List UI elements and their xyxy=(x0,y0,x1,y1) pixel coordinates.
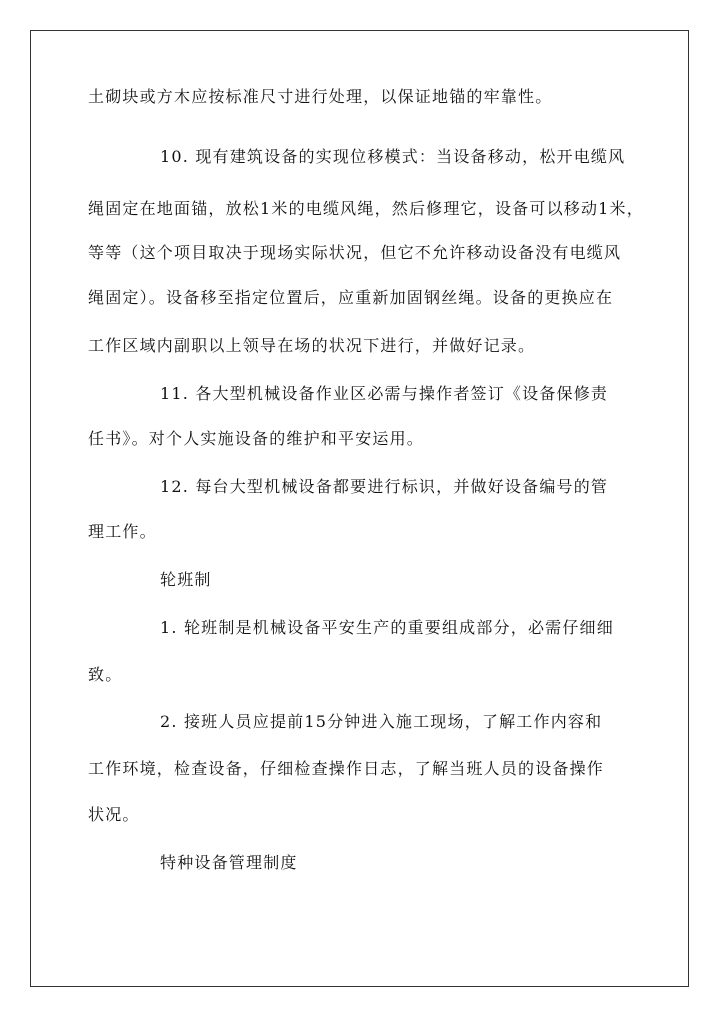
paragraph-line: 土砌块或方木应按标准尺寸进行处理，以保证地锚的牢靠性。 xyxy=(88,87,553,106)
paragraph-line: 绳固定在地面锚，放松1米的电缆风绳，然后修理它，设备可以移动1米， xyxy=(88,199,644,218)
section-heading: 特种设备管理制度 xyxy=(160,853,298,872)
paragraph-line: 1. 轮班制是机械设备平安生产的重要组成部分，必需仔细细 xyxy=(160,618,614,637)
paragraph-line: 任书》。对个人实施设备的维护和平安运用。 xyxy=(88,429,425,448)
paragraph-line: 2. 接班人员应提前15分钟进入施工现场，了解工作内容和 xyxy=(160,712,603,731)
paragraph-line: 等等（这个项目取决于现场实际状况，但它不允许移动设备没有电缆风 xyxy=(88,243,622,262)
page-border xyxy=(30,30,689,987)
paragraph-line: 工作区域内副职以上领导在场的状况下进行，并做好记录。 xyxy=(88,336,536,355)
paragraph-line: 11. 各大型机械设备作业区必需与操作者签订《设备保修责 xyxy=(160,384,609,403)
paragraph-line: 工作环境，检查设备，仔细检查操作日志，了解当班人员的设备操作 xyxy=(88,759,605,778)
paragraph-line: 状况。 xyxy=(88,805,140,824)
paragraph-line: 致。 xyxy=(88,665,123,684)
paragraph-line: 10. 现有建筑设备的实现位移模式：当设备移动，松开电缆风 xyxy=(160,147,626,166)
section-heading: 轮班制 xyxy=(160,570,212,589)
paragraph-line: 理工作。 xyxy=(88,522,157,541)
paragraph-line: 12. 每台大型机械设备都要进行标识，并做好设备编号的管 xyxy=(160,477,609,496)
paragraph-line: 绳固定）。设备移至指定位置后，应重新加固钢丝绳。设备的更换应在 xyxy=(88,288,614,307)
